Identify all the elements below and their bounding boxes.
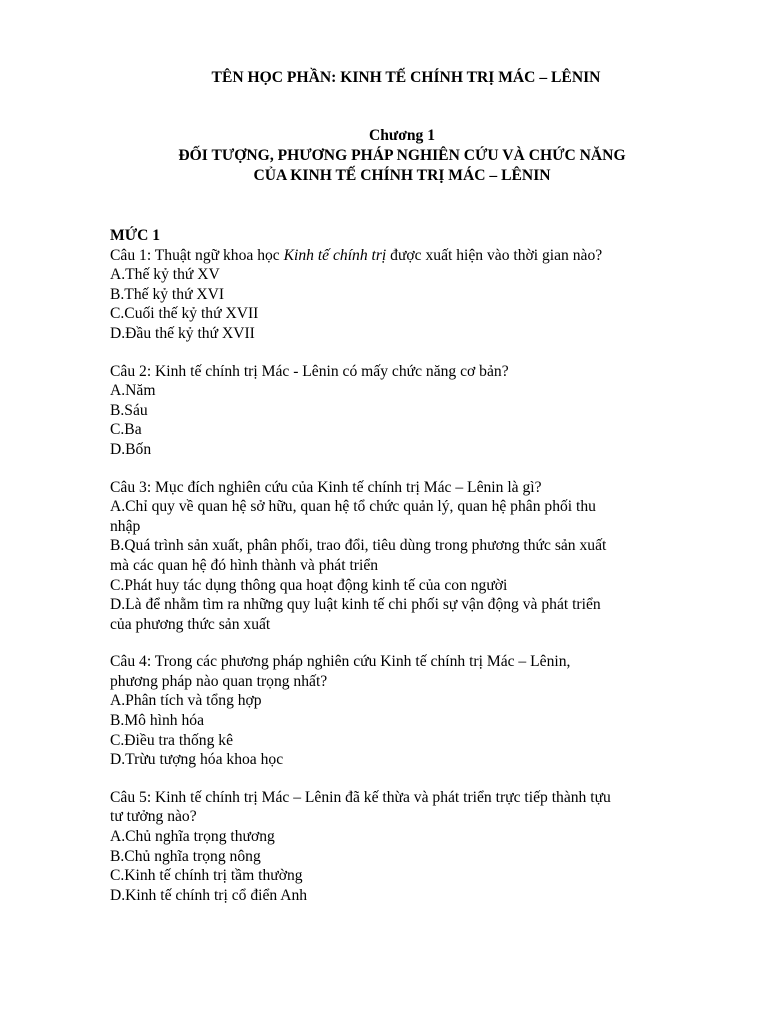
question-3 bbox=[110, 478, 700, 635]
option-c: C.Ba bbox=[110, 421, 142, 439]
option-c: C.Phát huy tác dụng thông qua hoạt động kinh tế của con người bbox=[110, 576, 508, 594]
option-d: D.Trừu tượng hóa khoa học bbox=[110, 751, 284, 769]
question-4 bbox=[110, 652, 700, 770]
option-d: D.Đầu thế kỷ thứ XVII bbox=[110, 324, 255, 342]
question-text: Câu 4: Trong các phương pháp nghiên cứu Kinh tế chính trị Mác – Lênin, bbox=[110, 653, 571, 671]
question-text bbox=[110, 246, 700, 266]
question-2 bbox=[110, 362, 700, 460]
option-a: A.Thế kỷ thứ XV bbox=[110, 266, 220, 284]
option-b-continued: mà các quan hệ đó hình thành và phát triển bbox=[110, 556, 379, 574]
chapter-heading bbox=[0, 126, 768, 186]
question-text-part: Câu 1: Thuật ngữ khoa học bbox=[110, 246, 284, 264]
option-a: A.Chỉ quy về quan hệ sở hữu, quan hệ tổ chức quản lý, quan hệ phân phối thu bbox=[110, 498, 596, 516]
option-b: B.Quá trình sản xuất, phân phối, trao đổi, tiêu dùng trong phương thức sản xuất bbox=[110, 537, 607, 555]
question-text: Câu 2: Kinh tế chính trị Mác - Lênin có mấy chức năng cơ bản? bbox=[110, 362, 509, 380]
option-d: D.Kinh tế chính trị cổ điển Anh bbox=[110, 886, 308, 904]
option-d: D.Là để nhằm tìm ra những quy luật kinh tế chi phối sự vận động và phát triển bbox=[110, 596, 601, 614]
question-list bbox=[110, 226, 700, 923]
option-b: B.Mô hình hóa bbox=[110, 712, 204, 730]
option-a: A.Năm bbox=[110, 382, 156, 400]
option-d: D.Bốn bbox=[110, 440, 152, 458]
option-b: B.Chủ nghĩa trọng nông bbox=[110, 847, 261, 865]
question-text: Câu 5: Kinh tế chính trị Mác – Lênin đã kế thừa và phát triển trực tiếp thành tựu bbox=[110, 788, 611, 806]
question-1 bbox=[110, 246, 700, 344]
level-heading: MỨC 1 bbox=[110, 227, 161, 244]
question-text: Câu 3: Mục đích nghiên cứu của Kinh tế chính trị Mác – Lênin là gì? bbox=[110, 478, 542, 496]
question-5 bbox=[110, 788, 700, 906]
option-a: A.Phân tích và tổng hợp bbox=[110, 692, 262, 710]
option-d-continued: của phương thức sản xuất bbox=[110, 615, 271, 633]
option-b: B.Thế kỷ thứ XVI bbox=[110, 285, 225, 303]
question-text-continued: phương pháp nào quan trọng nhất? bbox=[110, 672, 328, 690]
chapter-title-line-2: CỦA KINH TẾ CHÍNH TRỊ MÁC – LÊNIN bbox=[253, 167, 551, 184]
question-text-continued: tư tưởng nào? bbox=[110, 808, 197, 826]
option-c: C.Cuối thế kỷ thứ XVII bbox=[110, 305, 259, 323]
option-b: B.Sáu bbox=[110, 401, 148, 419]
chapter-title-line-1: ĐỐI TƯỢNG, PHƯƠNG PHÁP NGHIÊN CỨU VÀ CHỨC NĂNG bbox=[178, 147, 626, 164]
chapter-number: Chương 1 bbox=[368, 127, 436, 144]
option-c: C.Điều tra thống kê bbox=[110, 731, 233, 749]
course-title: TÊN HỌC PHẦN: KINH TẾ CHÍNH TRỊ MÁC – LÊNIN bbox=[211, 69, 601, 86]
option-a-continued: nhập bbox=[110, 517, 141, 535]
question-text-part: được xuất hiện vào thời gian nào? bbox=[386, 246, 603, 264]
question-term-italic: Kinh tế chính trị bbox=[283, 246, 387, 264]
option-a: A.Chủ nghĩa trọng thương bbox=[110, 828, 275, 846]
option-c: C.Kinh tế chính trị tầm thường bbox=[110, 867, 303, 885]
